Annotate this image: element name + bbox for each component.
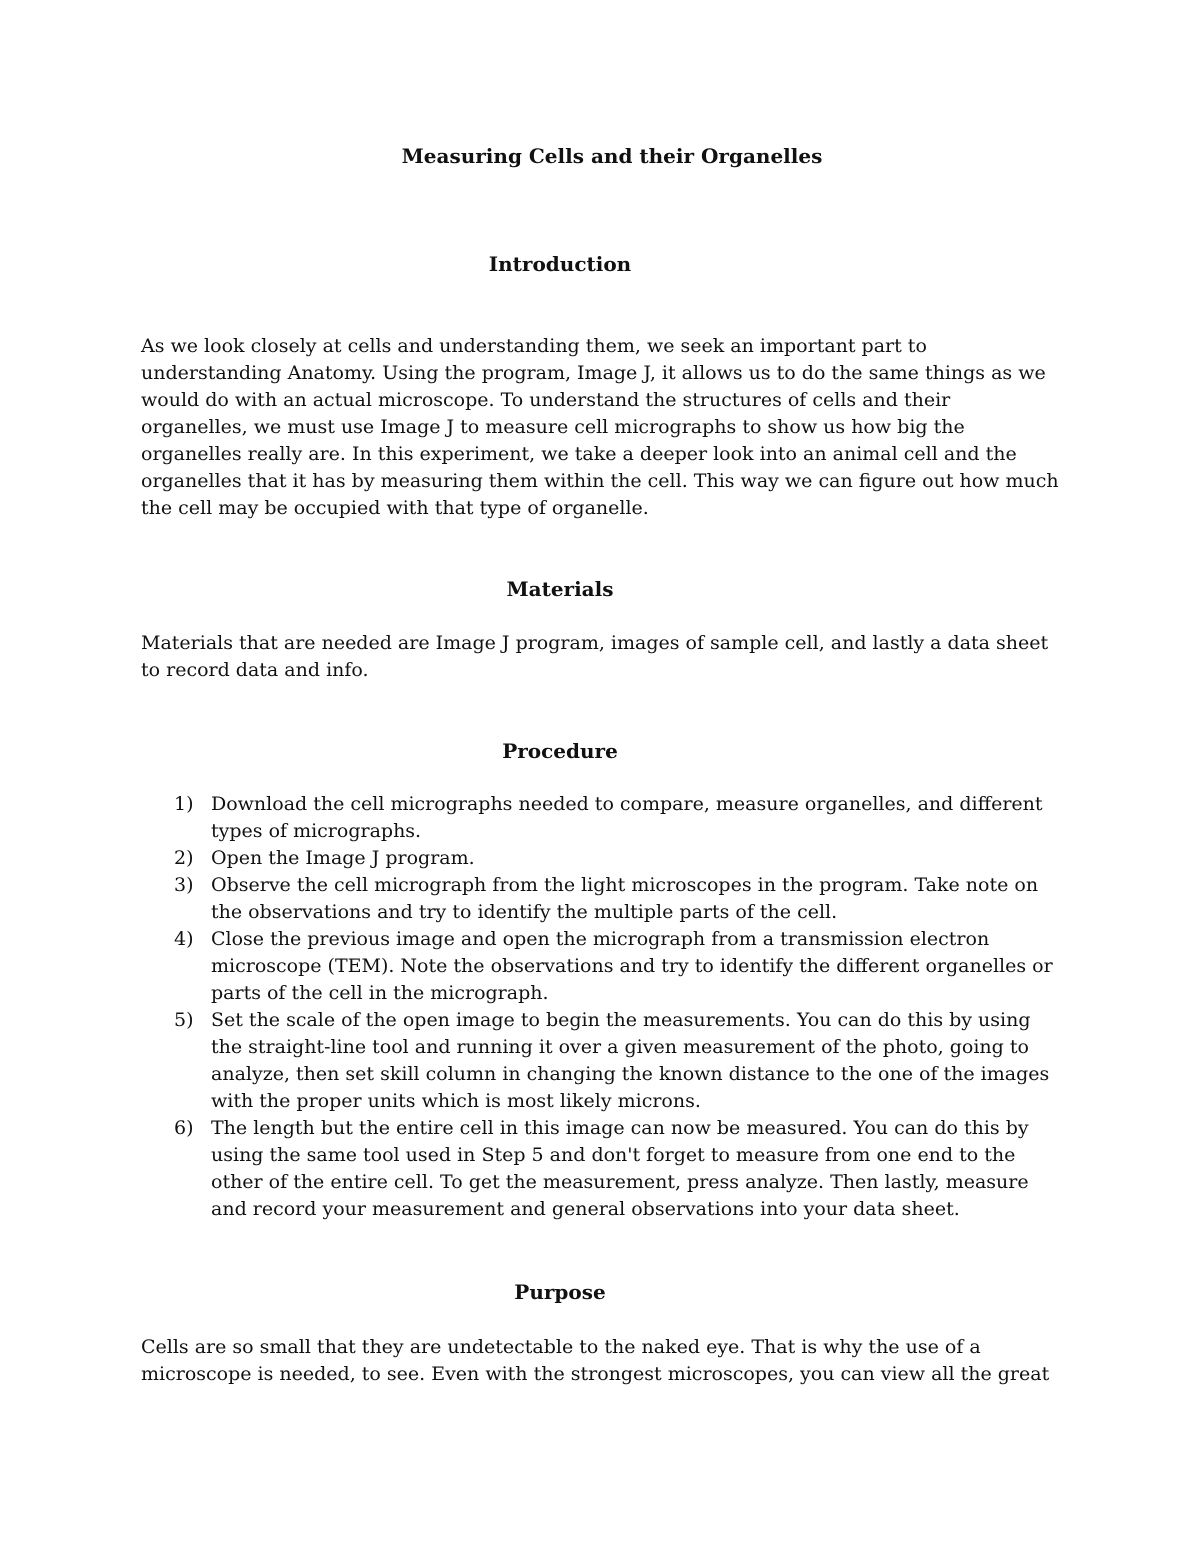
step-text: Open the Image J program. [211, 847, 475, 869]
document-title: Measuring Cells and their Organelles [401, 144, 823, 168]
step-text: Download the cell micrographs needed to compare, measure organelles, and different types of micrographs. [211, 793, 1043, 842]
procedure-step [141, 926, 1061, 1007]
procedure-step [141, 845, 1061, 872]
step-number: 2) [174, 847, 194, 869]
step-text: Set the scale of the open image to begin the measurements. You can do this by using the straight-line tool and running it over a given measurement of the photo, going to analyze, then set skill column in changing the known distance to the one of the images with the proper units which is most likely microns. [211, 1009, 1050, 1112]
step-number: 6) [174, 1117, 194, 1139]
purpose-paragraph: Cells are so small that they are undetectable to the naked eye. That is why the use of a microscope is needed, to see. Even with the strongest microscopes, you can view all the great [141, 1336, 1050, 1385]
step-text: Close the previous image and open the micrograph from a transmission electron microscope (TEM). Note the observations and try to identify the different organelles or parts of the cell in the micrograph. [211, 928, 1053, 1004]
step-text: Observe the cell micrograph from the light microscopes in the program. Take note on the observations and try to identify the multiple parts of the cell. [211, 874, 1039, 923]
procedure-step [141, 1115, 1061, 1223]
procedure-step [141, 1007, 1061, 1115]
procedure-heading: Procedure [502, 739, 618, 763]
introduction-heading: Introduction [488, 252, 632, 276]
step-number: 1) [174, 793, 194, 815]
step-number: 5) [174, 1009, 194, 1031]
materials-heading: Materials [506, 577, 614, 601]
procedure-step [141, 791, 1061, 845]
introduction-paragraph: As we look closely at cells and understanding them, we seek an important part to understanding Anatomy. Using the program, Image J, it allows us to do the same things as we would do with an actual microscope. To understand the structures of cells and their organelles, we must use Image J to measure cell micrographs to show us how big the organelles really are. In this experiment, we take a deeper look into an animal cell and the organelles that it has by measuring them within the cell. This way we can figure out how much the cell may be occupied with that type of organelle. [141, 335, 1059, 519]
step-number: 4) [174, 928, 194, 950]
materials-paragraph: Materials that are needed are Image J program, images of sample cell, and lastly a data sheet to record data and info. [141, 632, 1049, 681]
step-text: The length but the entire cell in this image can now be measured. You can do this by using the same tool used in Step 5 and don't forget to measure from one end to the other of the entire cell. To get the measurement, press analyze. Then lastly, measure and record your measurement and general observations into your data sheet. [211, 1117, 1029, 1220]
purpose-heading: Purpose [514, 1280, 606, 1304]
step-number: 3) [174, 874, 194, 896]
procedure-steps-list [141, 791, 1061, 1223]
procedure-step [141, 872, 1061, 926]
